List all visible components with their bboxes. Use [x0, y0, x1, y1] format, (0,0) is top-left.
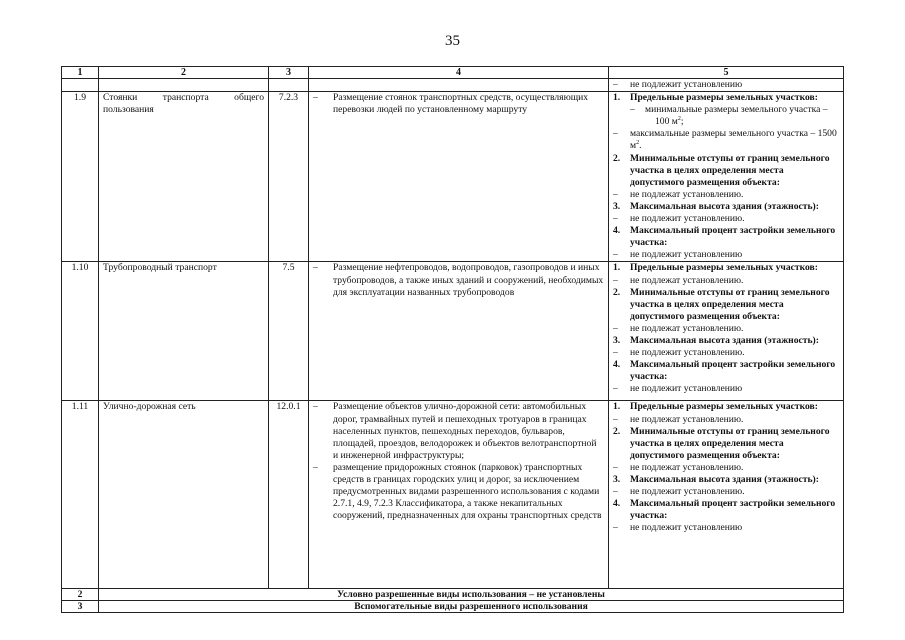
list-item: – не подлежат установлению. [613, 322, 744, 334]
continuation-text: не подлежит установлению [630, 79, 743, 90]
list-item: – не подлежит установлению [613, 79, 743, 90]
row-number: 1.9 [62, 92, 99, 262]
table-row [62, 401, 844, 589]
zoning-table [61, 66, 844, 613]
header-cell: 4 [309, 67, 609, 79]
section-row [62, 601, 844, 613]
header-cell: 2 [99, 67, 269, 79]
row-description [309, 262, 609, 401]
param-heading: 2. Минимальные отступы от границ земельного участка в целях определения места допустимого размещения объекта: [613, 286, 830, 322]
param-heading: 1. Предельные размеры земельных участков: [613, 262, 818, 274]
row-description [309, 92, 609, 262]
row-name: Стоянки транспорта общего пользования [99, 92, 269, 262]
list-item: – Размещение нефтепроводов, водопроводов, газопроводов и иных трубопроводов, а также иных зданий и сооружений, необходимых для эксплуатации названных трубопроводов [313, 262, 604, 298]
row-code: 7.2.3 [269, 92, 309, 262]
section-number: 3 [62, 601, 99, 613]
param-heading: 2. Минимальные отступы от границ земельного участка в целях определения места допустимого размещения объекта: [613, 425, 830, 461]
list-item: – размещение придорожных стоянок (парковок) транспортных средств в границах городских улиц и дорог, за исключением предусмотренных видами разрешенного использования с кодами 2.7.1, 4.9, 7.2.3 Классификатора, а также некапитальных сооружений, предназначенных для охраны транспортных средств [313, 461, 602, 522]
list-item: – не подлежит установлению. [613, 486, 745, 498]
list-item: – не подлежат установлению. [613, 188, 744, 200]
header-cell: 5 [609, 67, 844, 79]
param-heading: 1. Предельные размеры земельных участков: [613, 92, 818, 104]
list-item: – Размещение стоянок транспортных средств, осуществляющих перевозки людей по установленному маршруту [313, 92, 589, 116]
row-parameters [609, 262, 844, 401]
row-code: 12.0.1 [269, 401, 309, 589]
row-description [309, 401, 609, 589]
row-number: 1.11 [62, 401, 99, 589]
row-parameters [609, 401, 844, 589]
section-title: Вспомогательные виды разрешенного использования [99, 601, 844, 613]
list-item: – не подлежит установлению. [613, 213, 745, 225]
continuation-row [62, 79, 844, 92]
list-item: – не подлежит установлению. [613, 347, 745, 359]
param-heading: 3. Максимальная высота здания (этажность): [613, 473, 819, 485]
row-name: Трубопроводный транспорт [99, 262, 269, 401]
list-item: – не подлежат установлению. [613, 274, 744, 286]
section-row [62, 589, 844, 601]
table-header-row [62, 67, 844, 79]
list-item: – минимальные размеры земельного участка – [630, 104, 828, 116]
table-row [62, 92, 844, 262]
param-value: 100 $м^2$; [655, 116, 684, 128]
list-item: – не подлежат установлению. [613, 413, 744, 425]
param-heading: 3. Максимальная высота здания (этажность): [613, 334, 819, 346]
param-heading: 4. Максимальный процент застройки земельного участка: [613, 225, 836, 249]
page-number: 35 [445, 33, 460, 49]
section-title: Условно разрешенные виды использования – не установлены [99, 589, 844, 601]
param-heading: 3. Максимальная высота здания (этажность): [613, 200, 819, 212]
list-item: – не подлежит установлению [613, 249, 743, 261]
header-cell: 3 [269, 67, 309, 79]
param-heading: 4. Максимальный процент застройки земельного участка: [613, 359, 836, 383]
row-number: 1.10 [62, 262, 99, 401]
list-item: – не подлежит установлению [613, 522, 743, 534]
list-item: – Размещение объектов улично-дорожной сети: автомобильных дорог, трамвайных путей и пешеходных тротуаров в границах населенных пунктов, пешеходных переходов, бульваров, площадей, проездов, велодорожек и объектов велотранспортной и инженерной инфраструктуры; [313, 401, 597, 461]
param-heading: 2. Минимальные отступы от границ земельного участка в целях определения места допустимого размещения объекта: [613, 152, 830, 188]
row-name: Улично-дорожная сеть [99, 401, 269, 589]
param-heading: 4. Максимальный процент застройки земельного участка: [613, 498, 836, 522]
header-cell: 1 [62, 67, 99, 79]
list-item: – максимальные размеры земельного участка – 1500 $м^2$. [613, 128, 837, 152]
list-item: – не подлежат установлению. [613, 461, 744, 473]
param-heading: 1. Предельные размеры земельных участков: [613, 401, 818, 413]
section-number: 2 [62, 589, 99, 601]
table-row [62, 262, 844, 401]
list-item: – не подлежит установлению [613, 383, 743, 395]
row-parameters [609, 92, 844, 262]
row-code: 7.5 [269, 262, 309, 401]
